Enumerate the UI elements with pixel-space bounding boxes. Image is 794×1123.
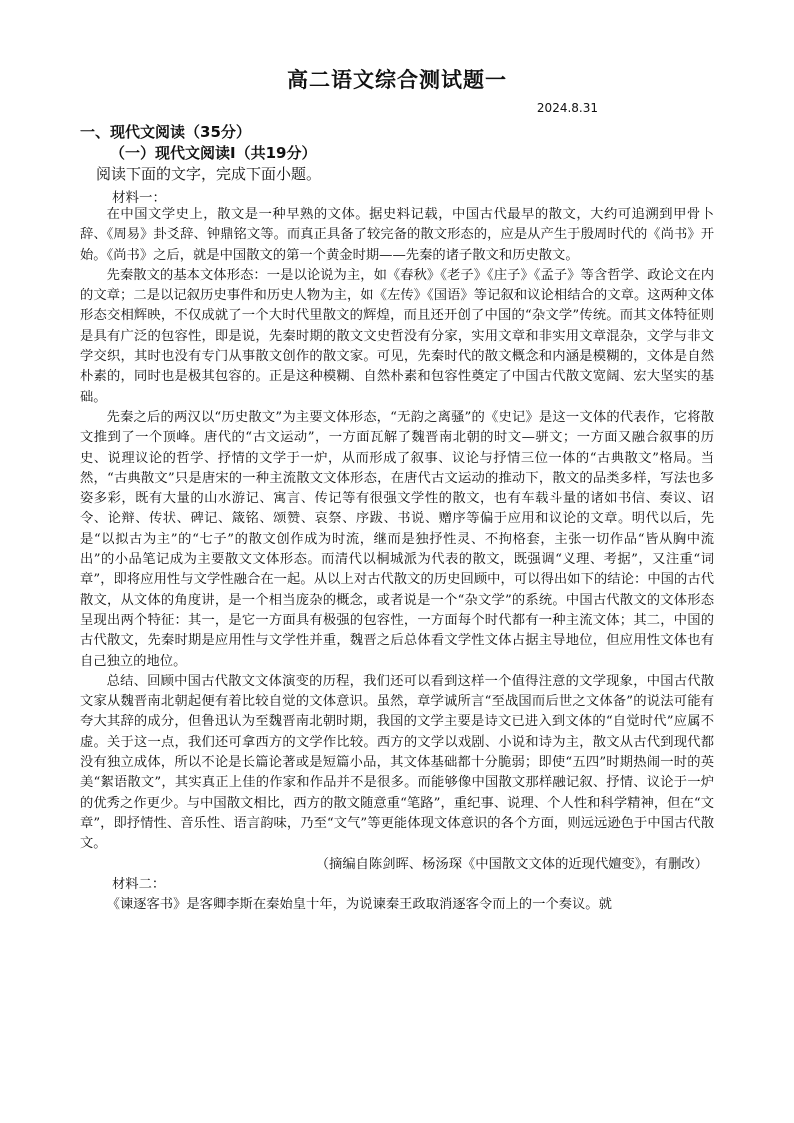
material-2-paragraph: 《谏逐客书》是客卿李斯在秦始皇十年，为说谏秦王政取消逐客令而上的一个奏议。就: [106, 897, 612, 913]
reading-instruction: 阅读下面的文字，完成下面小题。: [96, 165, 322, 183]
reading-passage: [80, 205, 714, 915]
passage-paragraph-2: 先秦散文的基本文体形态：一是以论说为主，如《春秋》《老子》《庄子》《孟子》等含哲学、政论文在内的文章；二是以记叙历史事件和历史人物为主，如《左传》《国语》等记叙和议论相结合的文章。这两种文体形态交相辉映，不仅成就了一个大时代里散文的辉煌，而且还开创了中国的“杂文学”传统。而其文体特征则是具有广泛的包容性，即是说，先秦时期的散文文史哲没有分家，实用文章和非实用文章混杂，文学与非文学交织，其时也没有专门从事散文创作的散文家。可见，先秦时代的散文概念和内涵是模糊的，文体是自然朴素的，同时也是极其包容的。正是这种模糊、自然朴素和包容性奠定了中国古代散文宽阔、宏大坚实的基础。: [80, 267, 714, 405]
passage-paragraph-1: 在中国文学史上，散文是一种早熟的文体。据史料记载，中国古代最早的散文，大约可追溯到甲骨卜辞、《周易》卦爻辞、钟鼎铭文等。而真正具备了较完备的散文形态的，应是从产生于殷周时代的《尚书》开始。《尚书》之后，就是中国散文的第一个黄金时期——先秦的诸子散文和历史散文。: [80, 207, 714, 263]
source-attribution: （摘编自陈剑晖、杨汤琛《中国散文文体的近现代嬗变》，有删改）: [315, 856, 708, 872]
material-1-label: 材料一：: [112, 190, 166, 206]
material-2-label: 材料二：: [112, 876, 166, 892]
passage-paragraph-3: 先秦之后的两汉以“历史散文”为主要文体形态，“无韵之离骚”的《史记》是这一文体的代表作，它将散文推到了一个顶峰。唐代的“古文运动”，一方面瓦解了魏晋南北朝的时文—骈文；一方面又融合叙事的历史、说理议论的哲学、抒情的文学于一炉，从而形成了叙事、议论与抒情三位一体的“古典散文”格局。当然，“古典散文”只是唐宋的一种主流散文文体形态，在唐代古文运动的推动下，散文的品类多样，写法也多姿多彩，既有大量的山水游记、寓言、传记等有很强文学性的散文，也有车载斗量的诸如书信、奏议、诏令、论辩、传状、碑记、箴铭、颂赞、哀祭、序跋、书说、赠序等偏于应用和议论的文章。明代以后，先是“以拟古为主”的“七子”的散文创作成为时流，继而是独抒性灵、不拘格套，主张一切作品“皆从胸中流出”的小品笔记成为主要散文文体形态。而清代以桐城派为代表的散文，既强调“义理、考据”，又注重“词章”，即将应用性与文学性融合在一起。从以上对古代散文的历史回顾中，可以得出如下的结论：中国的古代散文，从文体的角度讲，是一个相当庞杂的概念，或者说是一个“杂文学”的系统。中国古代散文的文体形态呈现出两个特征：其一，是它一方面具有极强的包容性，一方面每个时代都有一种主流文体；其二，中国的古代散文，先秦时期是应用性与文学性并重，魏晋之后总体看文学性文体占据主导地位，但应用性文体也有自己独立的地位。: [80, 409, 714, 669]
page-title: 高二语文综合测试题一: [287, 68, 507, 92]
passage-paragraph-4: 总结、回顾中国古代散文文体演变的历程，我们还可以看到这样一个值得注意的文学现象，中国古代散文家从魏晋南北朝起便有着比较自觉的文体意识。虽然，章学诚所言“至战国而后世之文体备”的说法可能有夸大其辞的成分，但鲁迅认为至魏晋南北朝时期，我国的文学主要是诗文已进入到文体的“自觉时代”应属不虚。关于这一点，我们还可拿西方的文学作比较。西方的文学以戏剧、小说和诗为主，散文从古代到现代都没有独立成体，所以不论是长篇论著或是短篇小品，其文体基础都十分脆弱；即使“五四”时期热闹一时的英美“絮语散文”，其实真正上佳的作家和作品并不是很多。而能够像中国散文那样融记叙、抒情、议论于一炉的优秀之作更少。与中国散文相比，西方的散文随意重“笔路”，重纪事、说理、个人性和科学精神，但在“文章”，即抒情性、音乐性、语言韵味，乃至“文气”等更能体现文体意识的各个方面，则远远逊色于中国古代散文。: [80, 673, 714, 852]
section-heading: 一、现代文阅读（35分）: [80, 123, 251, 141]
subsection-heading: （一）现代文阅读Ⅰ（共19分）: [110, 144, 317, 162]
exam-date: 2024.8.31: [536, 101, 598, 115]
